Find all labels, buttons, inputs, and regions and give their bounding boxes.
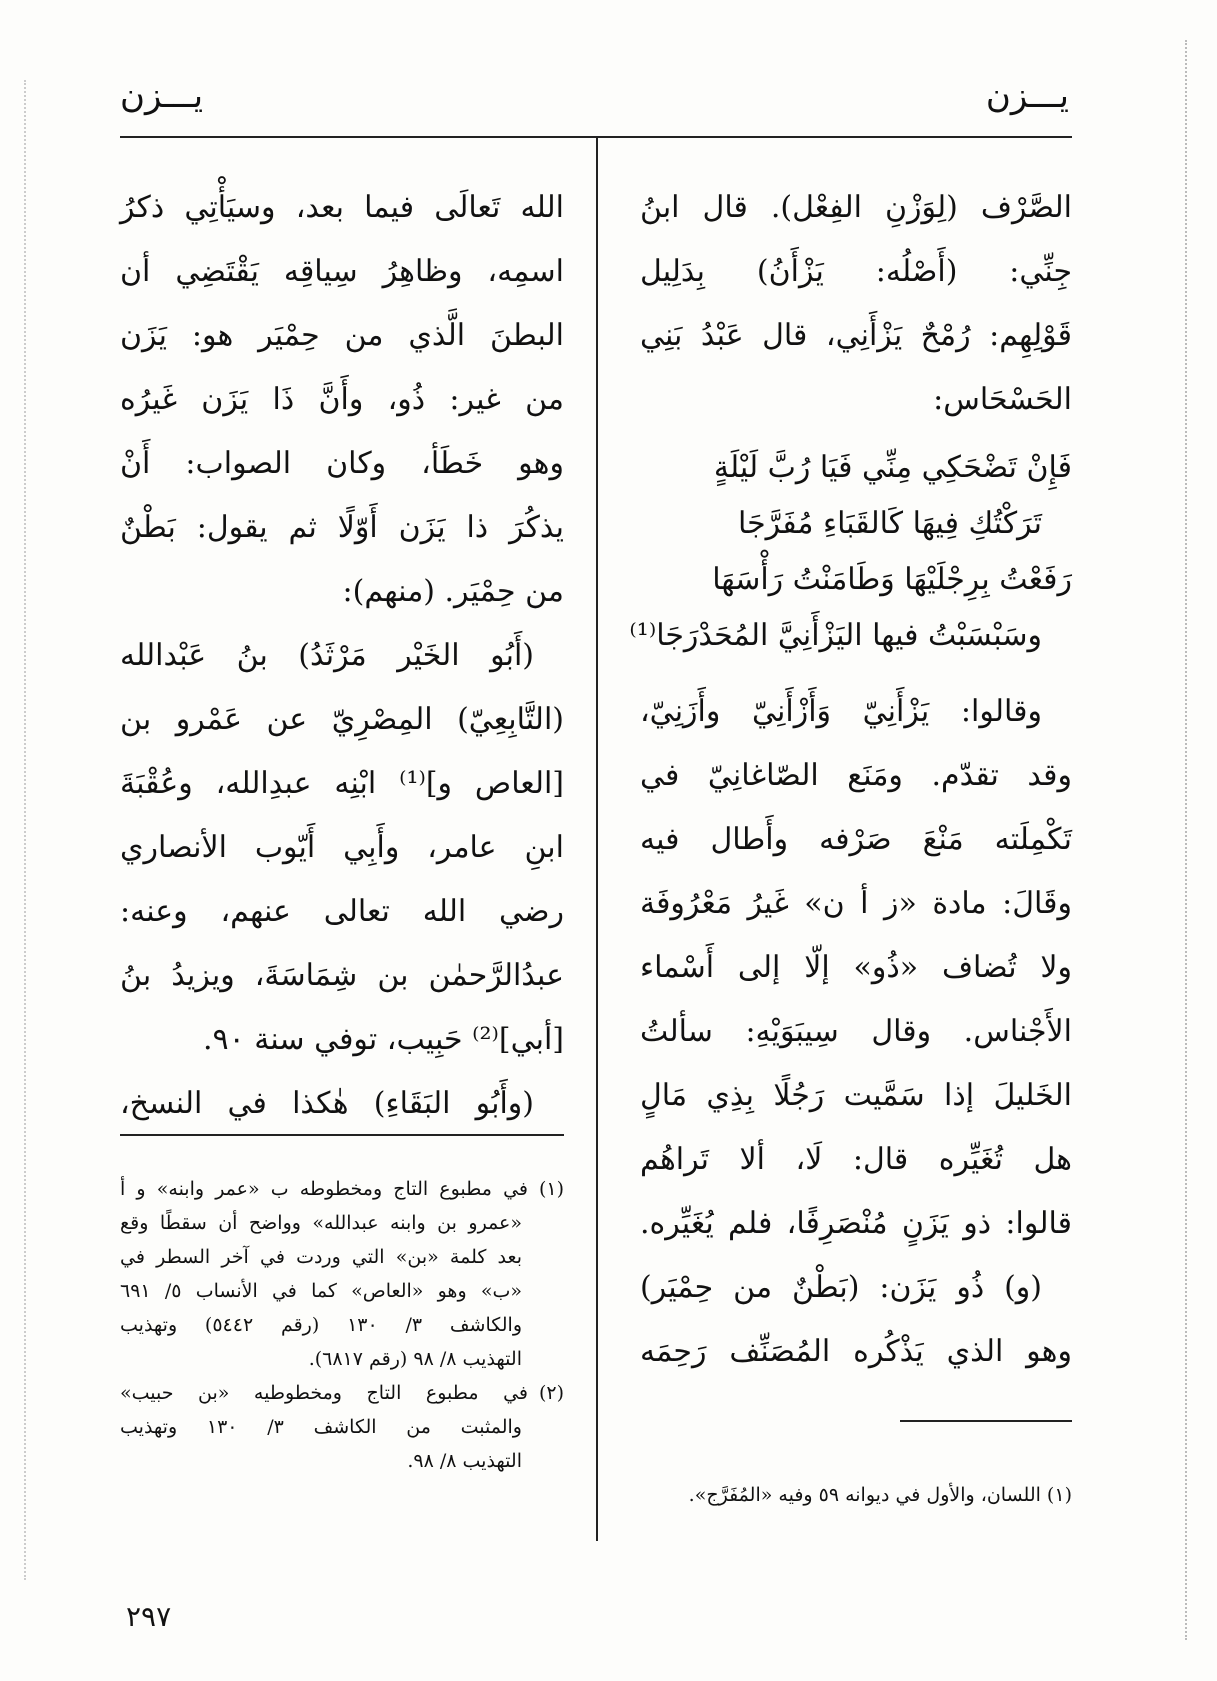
text-line: البطنَ الَّذي من حِمْيَر هو: يَزَن: [120, 318, 564, 353]
text-line: رضي الله تعالى عنهم، وعنه:: [120, 894, 564, 929]
verse-line: رَفَعْتُ بِرِجْلَيْهَا وَطَامَنْتُ رَأْسَهَا: [712, 562, 1072, 597]
footnote-text: في مطبوع التاج ومخطوطه ب «عمر وابنه» و أ: [120, 1178, 528, 1200]
page-number: ٢٩٧: [126, 1600, 172, 1633]
footnote-line: التهذيب ٨/ ٩٨ (رقم ٦٨١٧).: [308, 1348, 522, 1370]
text-line: عبدُالرَّحمٰن بن شِمَاسَةَ، ويزيدُ بنُ: [120, 958, 564, 993]
footnote-line: التهذيب ٨/ ٩٨.: [407, 1450, 522, 1472]
text-line: الخَليلَ إذا سَمَّيت رَجُلًا بِذِي مَالٍ: [640, 1078, 1072, 1113]
footnote-number: (٢): [538, 1382, 564, 1404]
text-line: الله تَعالَى فيما بعد، وسيَأْتِي ذكرُ: [120, 190, 564, 225]
text-line: وقد تقدّم. ومَنَع الصّاغانِيّ في: [640, 758, 1072, 793]
verse-line: تَرَكْتُكِ فِيهَا كَالقَبَاءِ مُفَرَّجَا: [737, 506, 1042, 541]
verse-line: فَإِنْ تَضْحَكِي مِنِّي فَيَا رُبَّ لَيْلَةٍ: [713, 450, 1072, 485]
right-column: [629, 176, 1072, 1384]
text-line: الصَّرْف (لِوَزْنِ الفِعْل). قال ابنُ: [640, 190, 1072, 225]
column-rule: [596, 136, 598, 1541]
footnote-line: [120, 1376, 564, 1410]
text-line: وقالوا: يَزْأَنِيّ وَأَزْأَنِيّ وأَزَنِيّ،: [640, 694, 1042, 729]
footnote-line: والكاشف ٣/ ١٣٠ (رقم ٥٤٤٢) وتهذيب: [120, 1314, 522, 1336]
text-line: يذكُرَ ذا يَزَن أَوّلًا ثم يقول: بَطْنٌ: [120, 510, 564, 545]
text-line: (أَبُو الخَيْر مَرْثَدُ) بنُ عَبْدالله: [120, 638, 534, 673]
text-line: قالوا: ذو يَزَنٍ مُنْصَرِفًا، فلم يُغَيِّره.: [640, 1206, 1072, 1241]
footnote-line: [120, 1172, 564, 1206]
page-edge-dots-left: [22, 80, 26, 1580]
text-line: وهو الذي يَذْكُره المُصَنِّف رَحِمَه: [640, 1334, 1072, 1369]
footnote-text: في مطبوع التاج ومخطوطيه «بن حبيب»: [120, 1382, 528, 1404]
text-line: وهو خَطَأ، وكان الصواب: أَنْ: [120, 446, 564, 481]
text-line: من حِمْيَر. (منهم):: [342, 574, 564, 609]
text-line: جِنِّي: (أَصْلُه: يَزْأَنُ) بِدَلِيل: [640, 254, 1072, 289]
text-line: (وأَبُو البَقَاءِ) هٰكذا في النسخ،: [120, 1086, 534, 1121]
left-column: [120, 176, 564, 1136]
footnote-rule: [900, 1420, 1072, 1422]
running-head-left: يـــزن: [120, 76, 204, 116]
verse-line: وسَبْسَبْتُ فيها اليَزْأَنِيَّ المُحَدْرَجَا⁽¹⁾: [629, 618, 1042, 653]
text-line: وقَالَ: مادة «ز أ ن» غَيرُ مَعْرُوفَة: [640, 886, 1072, 921]
text-line: [العاص و]⁽¹⁾ ابْنِه عبدِالله، وعُقْبَةَ: [120, 766, 564, 801]
text-line: تَكْمِلَته مَنْعَ صَرْفه وأَطال فيه: [640, 822, 1072, 857]
text-line: ابنِ عامر، وأَبِي أَيّوب الأنصاري: [120, 830, 564, 865]
text-line: الأَجْناس. وقال سِيبَوَيْهِ: سألتُ: [640, 1014, 1072, 1049]
text-line: هل تُغَيِّره قال: لَا، ألا تَراهُم: [640, 1142, 1072, 1177]
right-footnotes: [640, 1478, 1072, 1512]
footnote-number: (١): [538, 1178, 564, 1200]
footnote-line: «ب» وهو «العاص» كما في الأنساب ٥/ ٦٩١: [120, 1280, 522, 1302]
running-head-right: يـــزن: [985, 76, 1069, 116]
text-line: اسمِه، وظاهِرُ سِياقِه يَقْتَضِي أن: [120, 254, 564, 289]
text-line: من غير: ذُو، وأَنَّ ذَا يَزَن غَيرُه: [120, 382, 564, 417]
text-line: قَوْلِهِم: رُمْحٌ يَزْأَنِي، قال عَبْدُ بَنِي: [640, 318, 1072, 353]
footnote-line: والمثبت من الكاشف ٣/ ١٣٠ وتهذيب: [120, 1416, 522, 1438]
left-footnotes: [120, 1172, 564, 1478]
text-line: ولا تُضاف «ذُو» إلّا إلى أَسْماء: [640, 950, 1072, 985]
text-line: الحَسْحَاس:: [933, 382, 1072, 417]
text-line: (و) ذُو يَزَن: (بَطْنٌ من حِمْيَر): [640, 1270, 1042, 1305]
text-line: (التَّابِعِيّ) المِصْرِيّ عن عَمْرو بن: [120, 702, 564, 737]
text-line: [أبي]⁽²⁾ حَبِيب، توفي سنة ٩٠.: [202, 1022, 564, 1057]
footnote-line: (١) اللسان، والأول في ديوانه ٥٩ وفيه «المُفَرَّج».: [688, 1484, 1072, 1506]
footnote-line: بعد كلمة «بن» التي وردت في آخر السطر في: [120, 1246, 522, 1268]
footnote-line: «عمرو بن وابنه عبدالله» وواضح أن سقطًا وقع: [120, 1212, 522, 1234]
page-edge-dots: [1183, 40, 1187, 1640]
text-line-last-rule: [120, 1072, 564, 1136]
